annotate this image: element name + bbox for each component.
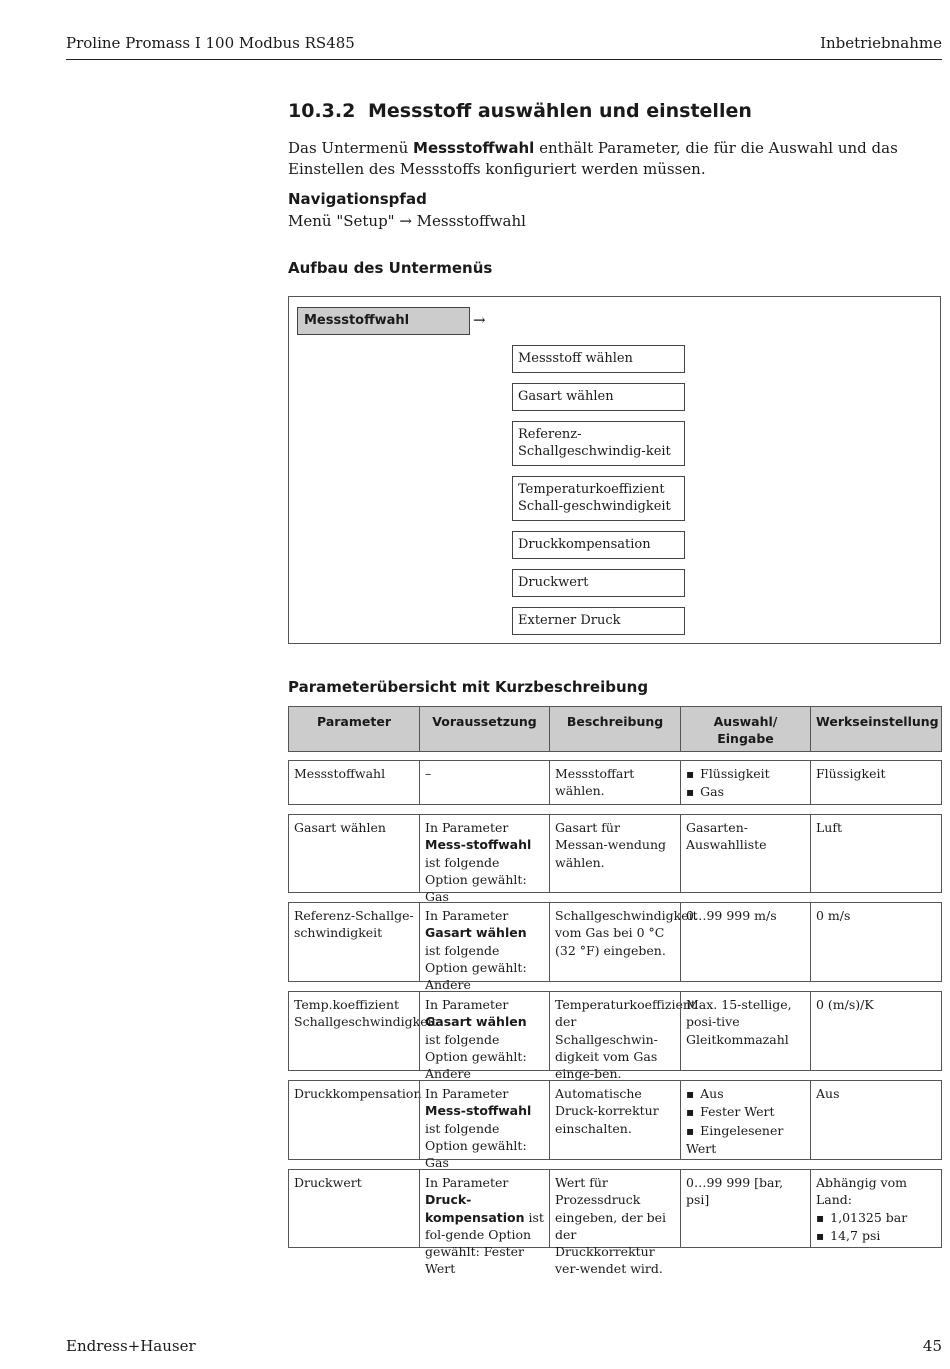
cell-selection (680, 902, 811, 982)
cell-description (549, 1169, 681, 1277)
default-text: 0 (m/s)/K (816, 997, 874, 1012)
selection-text: Gasarten-Auswahlliste (686, 820, 767, 853)
condition-text: ist folgende Option gewählt: Gas (425, 1120, 527, 1171)
cell-description (549, 814, 681, 893)
intro-bold: Messstoffwahl (413, 139, 535, 157)
section-title (288, 96, 942, 126)
condition-parameter: Druck-kompensation (425, 1192, 525, 1225)
cell-parameter (288, 902, 420, 982)
submenu-item: Referenz-Schallgeschwindig-keit (512, 421, 685, 466)
submenu-item: Druckkompensation (512, 531, 685, 559)
cell-selection (680, 1169, 811, 1248)
parameter-name: Temp.koeffizient Schallgeschwindigkeit (294, 997, 437, 1030)
default-text: Luft (816, 820, 843, 835)
cell-parameter (288, 1080, 420, 1160)
cell-condition (419, 1169, 550, 1277)
parameter-name: Druckkompensation (294, 1086, 422, 1101)
table-body (288, 760, 942, 1277)
arrow-icon: → (473, 311, 486, 329)
cell-selection (680, 991, 811, 1071)
structure-heading: Aufbau des Untermenüs (288, 259, 493, 277)
column-header: Voraussetzung (419, 706, 550, 752)
condition-parameter: Mess-stoffwahl (425, 837, 532, 853)
table-heading: Parameterübersicht mit Kurzbeschreibung (288, 678, 649, 696)
table-row (288, 814, 942, 905)
intro-paragraph (288, 138, 942, 180)
condition-text: In Parameter (425, 1086, 509, 1101)
header-product: Proline Promass I 100 Modbus RS485 (66, 34, 355, 52)
selection-option: ▪ Flüssigkeit (686, 765, 805, 783)
parameter-name: Messstoffwahl (294, 766, 386, 781)
navigation-heading: Navigationspfad (288, 190, 427, 208)
cell-condition (419, 760, 550, 805)
parameter-name: Gasart wählen (294, 820, 386, 835)
condition-text: In Parameter (425, 1175, 509, 1190)
condition-text: In Parameter (425, 820, 509, 835)
default-option: ▪ 1,01325 bar (816, 1209, 936, 1227)
cell-description (549, 1080, 681, 1160)
description-text: Wert für Prozessdruck eingeben, der bei der Druckkorrektur ver-wendet wird. (555, 1175, 666, 1277)
cell-parameter (288, 760, 420, 805)
table-row (288, 760, 942, 805)
selection-text: 0…99 999 m/s (686, 908, 777, 923)
cell-default (810, 902, 942, 982)
column-header: Werkseinstellung (810, 706, 942, 752)
cell-selection (680, 1080, 811, 1160)
default-text: Aus (816, 1086, 840, 1101)
condition-text: ist folgende Option gewählt: Andere (425, 1031, 527, 1082)
cell-parameter (288, 1169, 420, 1248)
column-header: Parameter (288, 706, 420, 752)
page-header (66, 33, 942, 60)
cell-default (810, 814, 942, 893)
condition-text: ist folgende Option gewählt: Gas (425, 854, 527, 905)
intro-post: enthält Parameter, die für die Auswahl und das Einstellen des Messstoffs konfiguriert werden müssen. (288, 139, 898, 178)
description-text: Messstoffart wählen. (555, 766, 635, 799)
page-content (288, 96, 942, 1277)
selection-option: ▪ Aus (686, 1085, 805, 1103)
table-row (288, 1080, 942, 1171)
cell-condition (419, 814, 550, 905)
submenu-item: Gasart wählen (512, 383, 685, 411)
condition-parameter: Gasart wählen (425, 925, 527, 941)
selection-text: 0…99 999 [bar, psi] (686, 1175, 784, 1208)
table-row (288, 991, 942, 1082)
condition-parameter: Mess-stoffwahl (425, 1103, 532, 1119)
condition-parameter: Gasart wählen (425, 1014, 527, 1030)
cell-default (810, 991, 942, 1071)
submenu-item: Externer Druck (512, 607, 685, 635)
page-number: 45 (922, 1337, 942, 1355)
selection-option: ▪ Gas (686, 783, 805, 801)
description-text: Schallgeschwindigkeit vom Gas bei 0 °C (32 °F) eingeben. (555, 908, 698, 958)
submenu-item: Messstoff wählen (512, 345, 685, 373)
header-chapter: Inbetriebnahme (820, 34, 942, 52)
default-text: Abhängig vom Land: (816, 1175, 907, 1208)
cell-description (549, 902, 698, 982)
parameter-table (288, 706, 942, 1277)
table-header-row (288, 706, 942, 752)
cell-default (810, 760, 942, 805)
default-text: Flüssigkeit (816, 766, 886, 781)
default-text: 0 m/s (816, 908, 851, 923)
submenu-structure (288, 296, 941, 644)
condition-text: ist folgende Option gewählt: Andere (425, 942, 527, 993)
navigation-path: Menü "Setup" → Messstoffwahl (288, 212, 526, 230)
cell-description (549, 760, 681, 805)
cell-default (810, 1169, 942, 1248)
submenu-root: Messstoffwahl (297, 307, 470, 335)
cell-condition (419, 991, 550, 1082)
cell-default (810, 1080, 942, 1160)
intro-pre: Das Untermenü (288, 139, 414, 157)
parameter-name: Druckwert (294, 1175, 362, 1190)
selection-text: Max. 15-stellige, posi-tive Gleitkommazahl (686, 997, 792, 1047)
cell-selection (680, 760, 811, 805)
submenu-item: Temperaturkoeffizient Schall-geschwindigkeit (512, 476, 685, 521)
column-header: Beschreibung (549, 706, 681, 752)
selection-option: ▪ Fester Wert (686, 1103, 805, 1121)
table-row (288, 1169, 942, 1277)
cell-parameter (288, 991, 437, 1071)
column-header: Auswahl/ Eingabe (680, 706, 811, 752)
section-number: 10.3.2 (288, 100, 356, 122)
selection-option: ▪ Eingelesener Wert (686, 1122, 805, 1158)
parameter-name: Referenz-Schallge-schwindigkeit (294, 908, 414, 941)
cell-condition (419, 1080, 550, 1171)
description-text: Temperaturkoeffizient der Schallgeschwin-digkeit vom Gas einge-ben. (555, 997, 696, 1082)
condition-text: ist fol-gende Option gewählt: Fester Wert (425, 1209, 544, 1277)
cell-selection (680, 814, 811, 893)
description-text: Automatische Druck-korrektur einschalten. (555, 1086, 659, 1136)
default-option: ▪ 14,7 psi (816, 1227, 936, 1245)
footer-company: Endress+Hauser (66, 1337, 196, 1355)
cell-condition (419, 902, 550, 993)
condition-text: In Parameter (425, 997, 509, 1012)
section-title-text: Messstoff auswählen und einstellen (368, 100, 752, 122)
cell-description (549, 991, 696, 1082)
table-row (288, 902, 942, 993)
condition-text: In Parameter (425, 908, 509, 923)
condition-text: – (425, 766, 432, 781)
cell-parameter (288, 814, 420, 893)
description-text: Gasart für Messan-wendung wählen. (555, 820, 667, 870)
submenu-item: Druckwert (512, 569, 685, 597)
